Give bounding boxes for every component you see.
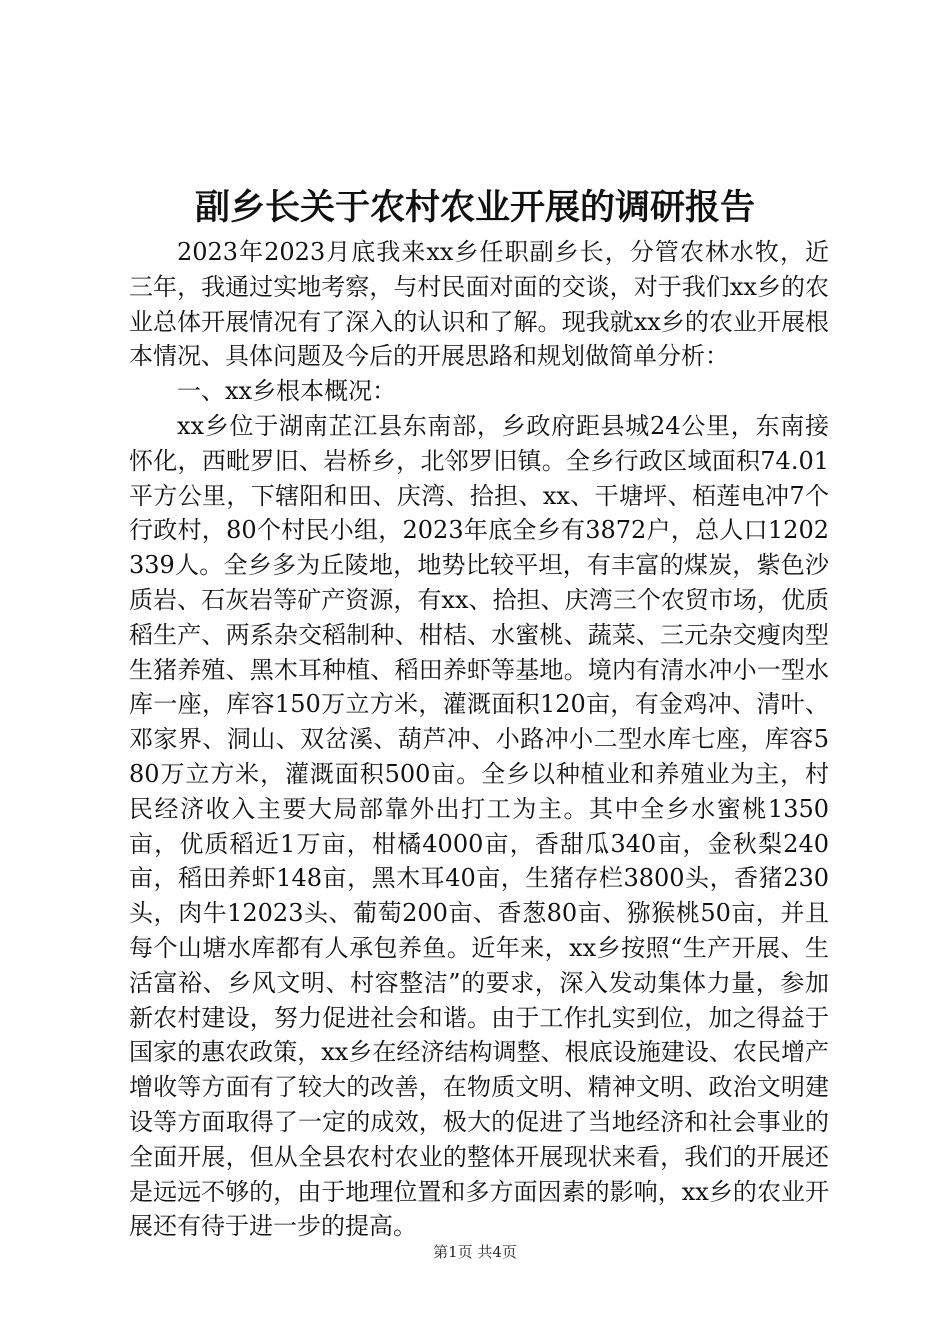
page-total: 共4页 bbox=[477, 1243, 517, 1261]
page-footer bbox=[0, 1242, 950, 1262]
paragraph-intro: 2023年2023月底我来xx乡任职副乡长，分管农林水牧，近三年，我通过实地考察，与村民面对面的交谈，对于我们xx乡的农业总体开展情况有了深入的认识和了解。现我就xx乡的农业开展根本情况、具体问题及今后的开展思路和规划做简单分析： bbox=[129, 238, 829, 371]
paragraph-overview: xx乡位于湖南芷江县东南部，乡政府距县城24公里，东南接怀化，西毗罗旧、岩桥乡，北邻罗旧镇。全乡行政区域面积74.01平方公里，下辖阳和田、庆湾、拾担、xx、干塘坪、栢莲电冲7个行政村，80个村民小组，2023年底全乡有3872户，总人口1202339人。全乡多为丘陵地，地势比较平坦，有丰富的煤炭，紫色沙质岩、石灰岩等矿产资源，有xx、拾担、庆湾三个农贸市场，优质稻生产、两系杂交稻制种、柑桔、水蜜桃、蔬菜、三元杂交瘦肉型生猪养殖、黑木耳种植、稻田养虾等基地。境内有清水冲小一型水库一座，库容150万立方米，灌溉面积120亩，有金鸡冲、清叶、邓家界、洞山、双岔溪、葫芦冲、小路冲小二型水库七座，库容580万立方米，灌溉面积500亩。全乡以种植业和养殖业为主，村民经济收入主要大局部靠外出打工为主。其中全乡水蜜桃1350亩，优质稻近1万亩，柑橘4000亩，香甜瓜340亩，金秋梨240亩，稻田养虾148亩，黑木耳40亩，生猪存栏3800头，香猪230头，肉牛12023头、葡萄200亩、香葱80亩、猕猴桃50亩，并且每个山塘水库都有人承包养鱼。近年来，xx乡按照“生产开展、生活富裕、乡风文明、村容整洁”的要求，深入发动集体力量，参加新农村建设，努力促进社会和谐。由于工作扎实到位，加之得益于国家的惠农政策，xx乡在经济结构调整、根底设施建设、农民增产增收等方面有了较大的改善，在物质文明、精神文明、政治文明建设等方面取得了一定的成效，极大的促进了当地经济和社会事业的全面开展，但从全县农村农业的整体开展现状来看，我们的开展还是远远不够的，由于地理位置和多方面因素的影响，xx乡的农业开展还有待于进一步的提高。 bbox=[129, 411, 829, 1241]
document-body bbox=[129, 235, 829, 1244]
section-heading-overview: 一、xx乡根本概况： bbox=[177, 377, 397, 406]
page-number: 第1页 bbox=[433, 1243, 473, 1261]
document-title: 副乡长关于农村农业开展的调研报告 bbox=[194, 188, 755, 228]
